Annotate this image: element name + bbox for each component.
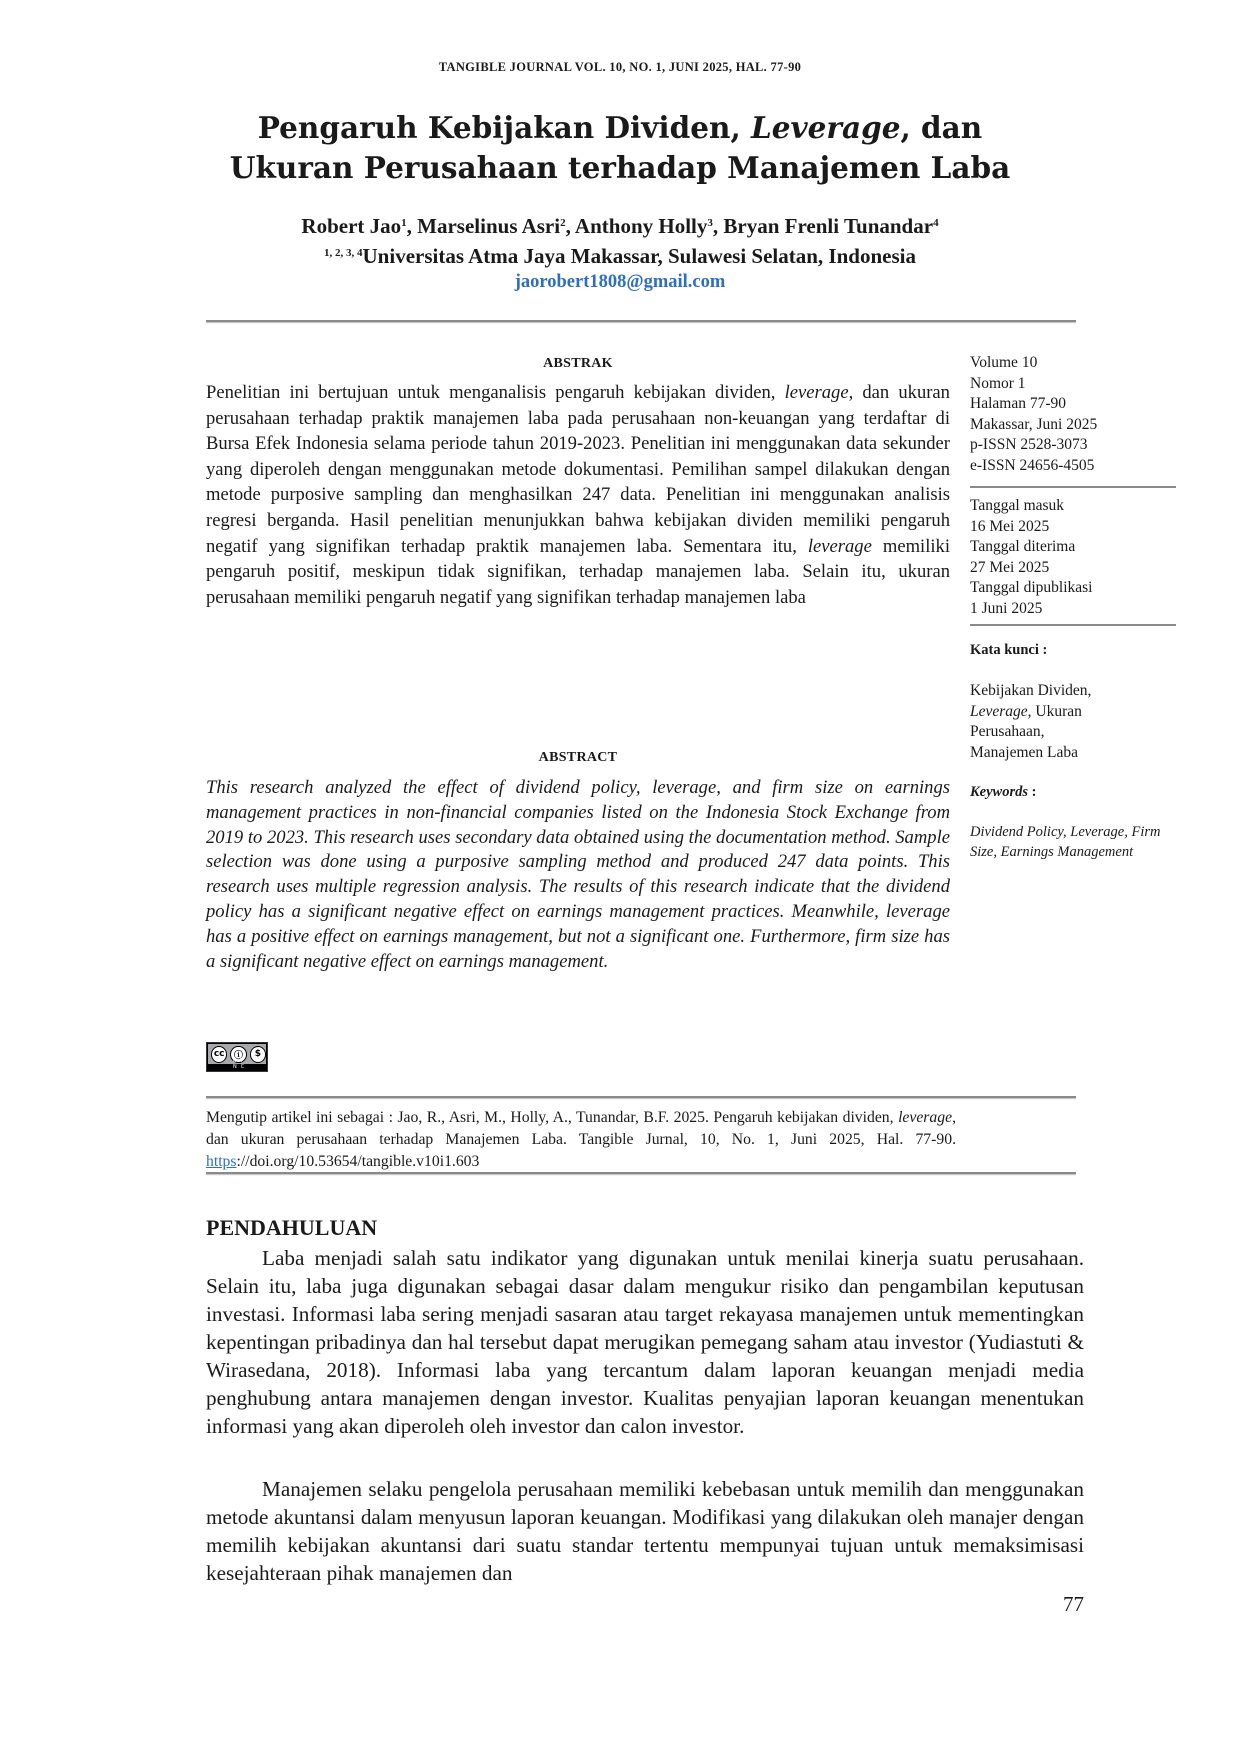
meta-place-date: Makassar, Juni 2025 [970,415,1098,433]
date-value: 16 Mei 2025 [970,517,1050,535]
abstrak-text: Penelitian ini bertujuan untuk menganalisis pengaruh kebijakan dividen, leverage, dan ukuran perusahaan terhadap praktik manajemen laba pada perusahaan non-keuangan yang terdaftar di Bursa Efek Indonesia selama periode tahun 2019-2023. Penelitian ini menggunakan data sekunder yang diperoleh dengan menggunakan metode dokumentasi. Pemilihan sampel dilakukan dengan metode purposive sampling dan menghasilkan 247 data. Penelitian ini menggunakan analisis regresi berganda. Hasil penelitian menunjukkan bahwa kebijakan dividen memiliki pengaruh negatif yang signifikan terhadap praktik manajemen laba. Sementara itu, leverage memiliki pengaruh positif, meskipun tidak signifikan, terhadap manajemen laba. Selain itu, ukuran perusahaan memiliki pengaruh negatif yang signifikan terhadap manajemen laba [206,382,950,608]
date-value: 27 Mei 2025 [970,558,1050,576]
citation-divider-bottom [206,1172,1076,1174]
paper-title [140,108,1100,188]
article-dates [970,496,1180,619]
date-value: 1 Juni 2025 [970,599,1043,617]
cc-icon: cc [211,1046,227,1063]
sidebar-divider [970,624,1176,626]
meta-p-issn: p-ISSN 2528-3073 [970,436,1088,453]
meta-number: Nomor 1 [970,374,1026,392]
title-line-1: Pengaruh Kebijakan Dividen, Leverage, dan [257,110,983,145]
date-label: Tanggal diterima [970,538,1076,555]
date-label: Tanggal masuk [970,497,1065,514]
abstract-heading: ABSTRACT [538,750,618,765]
section-heading: PENDAHULUAN [206,1215,378,1240]
citation-divider-top [206,1096,1076,1098]
attribution-icon: ⓘ [230,1046,246,1063]
affiliation: $^{1, 2, 3, 4}$Universitas Atma Jaya Makassar, Sulawesi Selatan, Indonesia [324,244,916,268]
abstract-text: This research analyzed the effect of dividend policy, leverage, and firm size on earnings management practices in non-financial companies listed on the Indonesia Stock Exchange from 2019 to 2023. This research uses secondary data obtained using the documentation method. Sample selection was done using a purposive sampling method and produced 247 data points. This research uses multiple regression analysis. The results of this research indicate that the dividend policy has a significant negative effect on earnings management practices. Meanwhile, leverage has a positive effect on earnings management, but not a significant one. Furthermore, firm size has a significant negative effect on earnings management. [206,777,950,972]
noncommercial-icon: $ [250,1046,266,1063]
page-number: 77 [1063,1592,1084,1616]
author: Anthony Holly$^3$, [574,214,724,238]
meta-e-issn: e-ISSN 24656-4505 [970,456,1095,474]
cc-by-nc-icon[interactable] [206,1042,268,1072]
citation-box: Mengutip artikel ini sebagai : Jao, R., Asri, M., Holly, A., Tunandar, B.F. 2025. Pengaruh kebijakan dividen, leverage, dan ukuran perusahaan terhadap Manajemen Laba. Tangible Jurnal, 10, No. 1, Juni 2025, Hal. 77-90. https://doi.org/10.53654/tangible.v10i1.603 [206,1109,956,1170]
date-label: Tanggal dipublikasi [970,579,1093,596]
kata-kunci-list: Kebijakan Dividen, Leverage, Ukuran Perusahaan, Manajemen Laba [970,682,1092,761]
license-abbrev: BY NC [233,1058,249,1070]
article-meta [970,353,1180,476]
sidebar-divider [970,486,1176,488]
abstrak-heading: ABSTRAK [543,356,613,371]
header-divider [206,320,1076,322]
keywords-list: Dividend Policy, Leverage, Firm Size, Earnings Management [970,824,1161,860]
meta-volume: Volume 10 [970,354,1038,371]
author: Marselinus Asri$^2$, [417,214,575,238]
running-head: TANGIBLE JOURNAL VOL. 10, NO. 1, JUNI 2025, HAL. 77-90 [438,60,802,74]
kata-kunci-label: Kata kunci : [970,642,1048,658]
body-paragraph: Manajemen selaku pengelola perusahaan memiliki kebebasan untuk memilih dan menggunakan metode akuntansi dalam menyusun laporan keuangan. Modifikasi yang dilakukan oleh manajer dengan memilih kebijakan akuntansi dari suatu standar tertentu mempunyai tujuan untuk memaksimisasi kesejahteraan pihak manajemen dan [206,1477,1084,1585]
author-list [140,214,1100,239]
doi-link[interactable]: https [206,1153,237,1170]
author: Robert Jao$^1$, [301,214,418,238]
author-email-link[interactable]: jaorobert1808@gmail.com [514,272,726,292]
title-line-2: Ukuran Perusahaan terhadap Manajemen Laba [229,150,1011,185]
keywords-label: Keywords : [970,784,1037,800]
body-paragraph: Laba menjadi salah satu indikator yang digunakan untuk menilai kinerja suatu perusahaan. Selain itu, laba juga digunakan sebagai dasar dalam mengukur risiko dan pengambilan keputusan investasi. Informasi laba sering menjadi sasaran atau target rekayasa manajemen untuk mementingkan kepentingan pribadinya dan hal tersebut dapat merugikan pemegang saham atau investor (Yudiastuti & Wirasedana, 2018). Informasi laba yang tercantum dalam laporan keuangan menjadi media penghubung antara manajemen dengan investor. Kualitas penyajian laporan keuangan menentukan informasi yang akan diperoleh oleh investor dan calon investor. [206,1246,1084,1438]
author: Bryan Frenli Tunandar$^4$ [723,214,939,238]
meta-pages: Halaman 77-90 [970,395,1066,412]
